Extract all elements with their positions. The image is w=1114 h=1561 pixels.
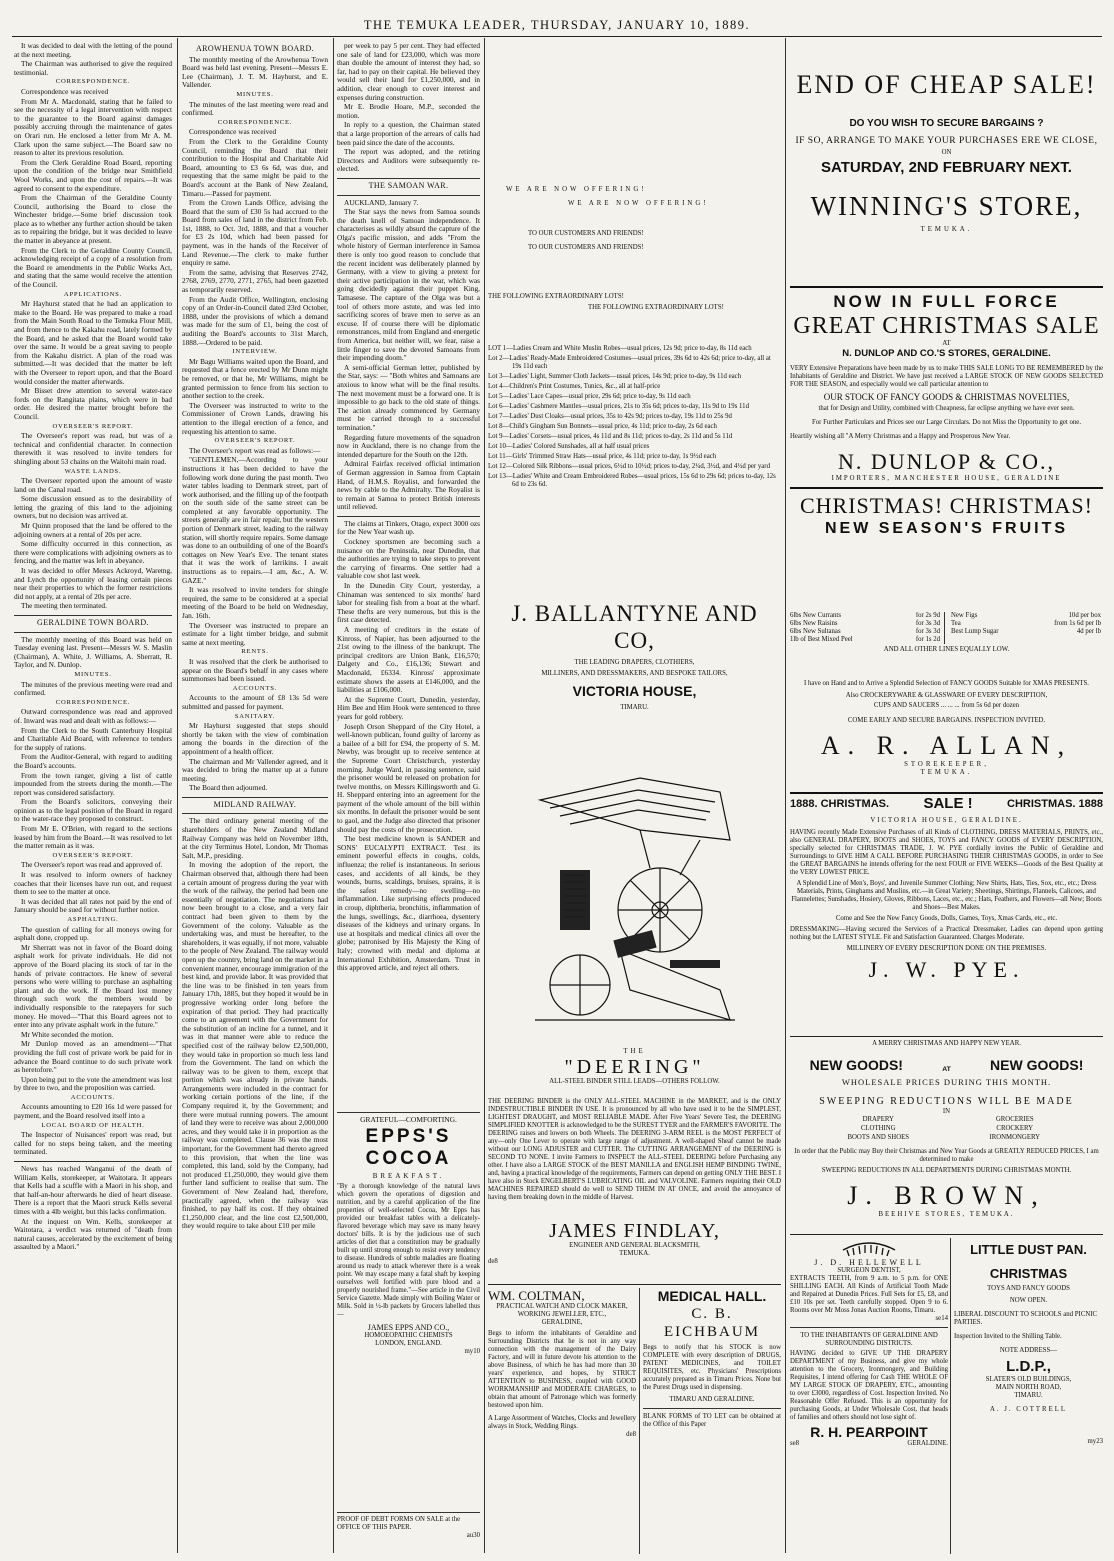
offer-line-1: WE ARE NOW OFFERING! xyxy=(506,186,647,193)
bargains-line: DO YOU WISH TO SECURE BARGAINS ? xyxy=(849,118,1044,129)
masthead-rule xyxy=(12,36,1102,37)
xmas-1888-right: CHRISTMAS. 1888 xyxy=(1007,798,1103,810)
paragraph: The meeting then terminated. xyxy=(21,601,107,611)
epps-city: LONDON, ENGLAND. xyxy=(375,1340,442,1347)
paragraph: per week to pay 5 per cent. They had effected one sale of land for £23,000, which was more than double the amount of interest they had, so far, had to pay on their capital. He believed they would sell their land for £1,250,000, and in addition, clear enough to cover interest and expenses during construction. xyxy=(337,42,480,102)
epps-code: my10 xyxy=(464,1348,480,1355)
victoria-timaru: TIMARU. xyxy=(620,704,649,711)
vh-geraldine: VICTORIA HOUSE, GERALDINE. xyxy=(870,817,1023,824)
epps-maker2: HOMOEOPATHIC CHEMISTS xyxy=(364,1332,453,1339)
pye-advert xyxy=(790,797,1103,1035)
deering-engraving xyxy=(488,760,781,1048)
new-goods-banner xyxy=(790,1056,1103,1074)
lot-item: Lot 2—Ladies' Ready-Made Embroidered Costumes—usual prices, 39s 6d to 42s 6d; price to-day, all at 19s 11d each xyxy=(488,355,771,370)
column-rule xyxy=(337,195,480,196)
paragraph: It was decided to offer Messrs Ackroyd, Waretng, and Lynch the opportunity of leasing certain pieces near their properties to which the former restrictions did not apply, at a rental of 20s per acre. xyxy=(14,566,172,601)
column-rule xyxy=(14,1161,172,1162)
section-subheading: OVERSEER'S REPORT. xyxy=(52,422,134,430)
in-word: IN xyxy=(942,1108,951,1115)
lots-heading-1: THE FOLLOWING EXTRAORDINARY LOTS! xyxy=(488,293,624,300)
dust-pan-discount: LIBERAL DISCOUNT TO SCHOOLS and PICNIC PARTIES. xyxy=(954,1311,1098,1326)
teeth-icon xyxy=(839,1238,899,1258)
lots-heading xyxy=(488,293,781,331)
paragraph: News has reached Wanganui of the death of William Kells, storekeeper, at Waitotara. It appears that Kells had a scuffle with a Maori in his shop, and that half-an-hour afterwards he died of heart disease. There is a report that the Maori struck Kells several times with a 4lb weight, but this lacks confirmation. xyxy=(14,1164,172,1216)
dentist-body: EXTRACTS TEETH, from 9 a.m. to 5 p.m. for ONE SHILLING EACH. All Kinds of Artificial Tooth Made and Repaired at Dunedin Prices. Full Sets for £5, £8, and £10 10s per set. Teeth carefully stopped. Open 9 to 6. Rooms over Mr Moss Jonas Auction Rooms, Timaru. xyxy=(790,1275,948,1314)
paragraph: The monthly meeting of this Board was held on Tuesday evening last. Present—Messrs W. S. Maslin (Chairman), A. White, J. Williams, A. Sherratt, R. Taylor, and N. Dunlop. xyxy=(14,634,172,670)
dust-pan-inspect: Inspection Invited to the Shilling Table. xyxy=(954,1333,1062,1340)
dentist-title: SURGEON DENTIST, xyxy=(837,1267,901,1274)
column-rule xyxy=(14,615,172,616)
paragraph: Mr Sherratt was not in favor of the Board doing asphalt work for private individuals. He did not approve of the Board placing its stock of tar in the hands of private contractors. He knew of several persons who were willing to purchase an asphalting plant and do the work. If the Board lost money through such work the members would be individually responsible to the ratepayers for such money. He moved—"That this Board agrees not to enter into any private asphalt work in the future." xyxy=(14,942,172,1030)
pearpoint-body: HAVING decided to GIVE UP THE DRAPERY DEPARTMENT of my Business, and give my whole attention to the Grocery, Ironmongery, and Building Requisites, I intend offering for Cash THE WHOLE OF MY LARGE STOCK OF DRAPERY, ETC., amounting to over £3000, regardless of Cost. Inspection Invited. No Reasonable Offer Refused. This is an opportunity for purchasing Goods, at Under Wholesale Cost, that heads of families and others should not lose sight of. xyxy=(790,1350,948,1421)
advert-rule xyxy=(790,1327,948,1328)
paragraph: From Mr A. Macdonald, stating that he failed to see the necessity of a legal intervention with respect to the guarantee to the Board against damages possibly accruing through the maintenance of gates on Orari run. He enclosed a letter from Mr A. M. Clark upon the same subject.—The Board saw no reason to alter its previous resolution. xyxy=(14,96,172,158)
dust-pan-open: NOW OPEN. xyxy=(1009,1297,1048,1304)
merry-line: A MERRY CHRISTMAS AND HAPPY NEW YEAR. xyxy=(872,1040,1021,1047)
paragraph: From the Clerk to the South Canterbury Hospital and Charitable Aid Board, with reference to tenders for the supply of rations. xyxy=(14,725,172,752)
epps-sub: BREAKFAST. xyxy=(372,1172,445,1180)
paragraph: From the Board's solicitors, conveying their opinion as to the legal position of the Board in regard to the water-race they proposed to construct. xyxy=(14,797,172,824)
advert-rule xyxy=(790,487,1103,489)
department-label: GROCERIES xyxy=(995,1116,1034,1123)
price-item: 6lbs New Currants xyxy=(790,612,841,619)
ballantyne-name: J. BALLANTYNE AND CO, xyxy=(511,601,758,653)
section-subheading: CORRESPONDENCE. xyxy=(55,698,131,706)
dust-pan-town: TIMARU. xyxy=(1014,1392,1043,1399)
paragraph: In moving the adoption of the report, the Chairman observed that, although there had been a certain amount of progress during the year with the work of the railway, the period had been one essentially of negotiation. The negotiations had now been brought to a close, and a very fair contract had been given to them by the Government of the colony. Valuable as the undertaking was, and must be hereafter, to the shareholders, it was equally, if not more, valuable to the people of New Zealand. The railway would open up the country, bring land on the market in a convenient manner, encourage immigration of the best kind, and provide labor. It was provided that the line was to be finished in ten years from January 17th, 1885, but they hoped it would be in progressive working order long before the expiration of that period. They had practically come to an agreement with the Government for the substitution of an incline for a tunnel, and it was in that manner were able to reduce the specified cost of the railway below £2,500,000, they would take in proportion so much less land from the Government. The land on which the railway was to be given to them, except that portion which was already in private hands. Arrangements were included in the contract for working certain portions of the line, if the Company required it, by the Government; and there were mutual running powers. The amount of land they were to receive was about 2,000,000 acres, and they would take it in proportion as the railway was completed. Clause 36 was the most important, for the Government had thereto agreed to this provision, that when the line was completed, this land, sold by the Company, had not produced £1,250,000, they would give them further land sufficient to realise that sum. The Government of New Zealand had, therefore, practically agreed, when the railway was finished, to pay half its cost. If they obtained £1,250,000 clear, and the line cost £2,500,000, they would require to take about £10 per mile xyxy=(182,860,328,1231)
price-item: Best Lump Sugar xyxy=(951,628,999,635)
paragraph: Correspondence was received xyxy=(21,86,109,96)
section-subheading: WASTE LANDS. xyxy=(64,467,122,475)
xmas-1888-sale: SALE ! xyxy=(923,797,973,812)
column-rule xyxy=(182,813,328,814)
now-in-full-force: NOW IN FULL FORCE xyxy=(833,292,1060,311)
medical-towns: TIMARU AND GERALDINE. xyxy=(669,1396,755,1403)
paragraph: From the Audit Office, Wellington, enclosing copy of an Order-in-Council dated 23rd October, 1888, under the provisions of which a demand was made for the sum of £1, being the cost of auditing the Board's accounts to 31st March, 1888.—Ordered to be paid. xyxy=(182,294,328,347)
lot-item: LOT 1—Ladies Cream and White Muslin Robes—usual prices, 12s 9d; price to-day, 8s 11d each xyxy=(488,345,752,352)
news-column-2 xyxy=(182,42,328,1554)
sweeping-line: SWEEPING REDUCTIONS WILL BE MADE xyxy=(819,1096,1074,1107)
article-heading: AROWHENUA TOWN BOARD. xyxy=(195,44,315,53)
advert-divider xyxy=(950,1238,951,1554)
price-row xyxy=(951,612,1101,620)
paragraph: The question of calling for all moneys owing for asphalt done, cropped up. xyxy=(14,924,172,943)
paragraph: Mr E. Brodie Hoare, M.P., seconded the motion. xyxy=(337,102,480,120)
pye-millinery: MILLINERY OF EVERY DESCRIPTION DONE ON THE PREMISES. xyxy=(846,945,1047,952)
coltman-body: Begs to inform the inhabitants of Geraldine and Surrounding Districts that he is not in any way connection with the management of the Dairy Factory, and will in future devote his attention to the above Business, of which he has had more than 30 years' experience, and hopes, by STRICT ATTENTION to BUSINESS, coupled with GOOD WORKMANSHIP and MODERATE CHARGES, to obtain that amount of Patronage which was formerly bestowed upon him. xyxy=(488,1330,636,1409)
victoria-house: VICTORIA HOUSE, xyxy=(572,683,697,699)
brown-name: J. BROWN, xyxy=(847,1181,1046,1210)
ballantyne-advert xyxy=(488,600,781,680)
price-value: for 3s 3d xyxy=(915,628,940,635)
column-rule xyxy=(177,38,178,1553)
medical-name: C. B. EICHBAUM xyxy=(663,1306,760,1340)
new-goods-left: NEW GOODS! xyxy=(809,1057,903,1073)
column-rule xyxy=(14,632,172,633)
news-column-1 xyxy=(14,42,172,1554)
section-subheading: INTERVIEW. xyxy=(232,348,278,356)
paragraph: Admiral Fairfax received official intimation of German aggression in Samoa from Captain Hand, of H.M.S. Royalist, and forwarded the news by cable to the Admiralty. The Royalist is to remain at Samoa to protect British interests until relieved. xyxy=(337,459,480,512)
section-subheading: LOCAL BOARD OF HEALTH. xyxy=(41,1121,145,1129)
lot-item: Lot 4—Children's Print Costumes, Tunics, &c., all at half-price xyxy=(488,383,661,390)
paragraph: The chairman and Mr Vallender agreed, and it was decided to bring the matter up at a future meeting. xyxy=(182,756,328,783)
findlay-sub: ENGINEER AND GENERAL BLACKSMITH, xyxy=(569,1242,700,1249)
section-subheading: MINUTES. xyxy=(236,90,274,98)
price-item: 6lbs New Raisins xyxy=(790,620,838,627)
saturday-line: SATURDAY, 2ND FEBRUARY NEXT. xyxy=(821,159,1072,176)
brown-sub: BEEHIVE STORES, TEMUKA. xyxy=(878,1211,1015,1218)
article-heading: THE SAMOAN WAR. xyxy=(368,180,449,190)
price-value: for 2s 9d xyxy=(915,612,940,619)
paragraph: Mr Dunlop moved as an amendment—"That providing the full cost of private work be paid for in advance the Board continue to do such private work as heretofore." xyxy=(14,1039,172,1075)
paragraph: The minutes of the previous meeting were read and confirmed. xyxy=(14,679,172,698)
paragraph: From the same, advising that Reserves 2742, 2768, 2769, 2770, 2771, 2765, had been gazetted as temporarily reserved. xyxy=(182,267,328,295)
dunlop-importers: IMPORTERS, MANCHESTER HOUSE, GERALDINE xyxy=(831,475,1062,482)
advert-rule xyxy=(790,1234,1103,1235)
coltman-sub2: WORKING JEWELLER, ETC., xyxy=(517,1311,607,1318)
paragraph: In the Dunedin City Court, yesterday, a Chinaman was sentenced to six months' hard labor for stealing fish from a boat at the wharf. These thefts are very numerous, but this is the first case detected. xyxy=(337,581,480,625)
paragraph: The Overseer reported upon the amount of waste land on the Canal road. xyxy=(14,476,172,494)
pye-name: J. W. PYE. xyxy=(868,957,1025,982)
pearpoint-town: GERALDINE. xyxy=(907,1440,948,1447)
fruit-list-right xyxy=(951,612,1101,644)
come-early: COME EARLY AND SECURE BARGAINS. INSPECTION INVITED. xyxy=(847,717,1046,724)
dust-pan-title: LITTLE DUST PAN. xyxy=(970,1242,1087,1257)
paragraph: The third ordinary general meeting of the shareholders of the New Zealand Midland Railway Company was held on November 18th, at the city Terminus Hotel, London, Mr Thomas Salt, M.P., presiding. xyxy=(182,816,328,860)
section-subheading: OVERSEER'S REPORT. xyxy=(214,437,296,445)
paragraph: The Overseer's report was read and approved of. xyxy=(21,860,163,870)
lot-item: Lot 8—Child's Gingham Sun Bonnets—usual price, 4s 11d; price to-day, 2s 6d each xyxy=(488,423,717,430)
lot-item: Lot 12—Colored Silk Ribbons—usual prices, 6½d to 10½d; prices to-day, 2¼d, 3½d, and 4½d per yard xyxy=(488,463,770,470)
winning-name: WINNING'S STORE, xyxy=(810,191,1083,221)
price-row xyxy=(790,620,940,628)
paragraph: "GENTLEMEN,—According to your instructions it has been decided to have the following work done during the past month. Two water tables leading to Denmark street, part of work authorised, and the filling up of the footpath on the south side of the same street can be completed at any favorable opportunity. The streets generally are in fair repair, but the western portion of Denmark street, leading to the railway station, will shortly require repairs. Some damage was done to an outbuilding of one of the Board's cottages on New Year's Eve. The tenant states that it was the work of larrikins. I await instructions as to repairs.—I am, &c., A. W. GAZE." xyxy=(182,455,328,585)
dunlop-advert xyxy=(790,292,1103,612)
epps-title: EPPS'S COCOA xyxy=(365,1126,452,1169)
epps-body: "By a thorough knowledge of the natural laws which govern the operations of digestion and nutrition, and by a careful application of the fine properties of well-selected Cocoa, Mr Epps has provided our breakfast tables with a delicately-flavored beverage which may save us many heavy doctors' bills. It is by the judicious use of such articles of diet that a constitution may be gradually built up until strong enough to resist every tendency to disease. Hundreds of subtle maladies are floating around us ready to attack wherever there is a weak point. We may escape many a fatal shaft by keeping ourselves well fortified with pure blood and a properly nourished frame."—See article in the Civil Service Gazette. Made simply with Boiling Water or Milk. Sold in ½-lb packets by Grocers labelled thus— xyxy=(337,1183,480,1318)
paragraph: From the Crown Lands Office, advising the Board that the sum of £30 5s had accrued to the Board from sales of land in the district from Feb. 1st, 1888, to Oct. 3rd, 1888, and that a voucher for £3 2s 10d, which had been passed for payment, was in the hands of the Receiver of Land Revenue.—The clerk to make further enquiry re same. xyxy=(182,198,328,268)
coltman-name: WM. COLTMAN, xyxy=(488,1288,585,1303)
brown-advert xyxy=(790,1040,1103,1230)
lot-item: Lot 3—Ladies' Light, Summer Cloth Jackets—usual prices, 14s 9d; price to-day, 9s 11d each xyxy=(488,373,742,380)
paragraph: Accounts to the amount of £8 13s 5d were submitted and passed for payment. xyxy=(182,693,328,711)
section-subheading: OVERSEER'S REPORT. xyxy=(52,851,134,859)
epps-cocoa-advert xyxy=(337,1112,480,1507)
section-subheading: MINUTES. xyxy=(74,670,112,678)
paragraph: It was decided to deal with the letting of the pound at the next meeting. xyxy=(14,42,172,59)
pye-body3: Come and See the New Fancy Goods, Dolls, Games, Toys, Xmas Cards, etc., etc. xyxy=(835,915,1058,922)
dust-pan-toys: TOYS AND FANCY GOODS xyxy=(987,1285,1070,1292)
department-label: DRAPERY xyxy=(862,1116,894,1123)
end-sale-title: END OF CHEAP SALE! xyxy=(796,70,1097,99)
advert-rule xyxy=(790,286,1103,288)
paragraph: The Overseer's report was read, but was of a technical and confidential character. In connection therewith it was resolved to invite tenders for shingling about 53 chains on the Waitohi main road. xyxy=(14,431,172,466)
pye-body2: A Splendid Line of Men's, Boys', and Juvenile Summer Clothing; New Shirts, Hats, Ties, Sox, etc., etc.; Dress Materials, Prints, Ginghams and Muslins, etc.—in Great Variety; Sheetings, Shirtings, Flannels, Calicoes, and Flannelettes; Sunshades, Hosiery, Gloves, Ribbons, Laces, etc., etc.; Hats, Feathers, and Flowers—all New; Boots and Shoes—Best Makes. xyxy=(791,880,1102,911)
harvester-icon xyxy=(520,760,750,1040)
paragraph: The Overseer was instructed to prepare an estimate for a light timber bridge, and submit same at next meeting. xyxy=(182,620,328,647)
winning-store-advert xyxy=(790,70,1103,270)
crockery-line: Also CROCKERYWARE & GLASSWARE OF EVERY DESCRIPTION, xyxy=(845,692,1048,699)
ballantyne-sub2: MILLINERS, AND DRESSMAKERS, AND BESPOKE TAILORS, xyxy=(541,670,728,677)
price-row xyxy=(790,612,940,620)
masthead: THE TEMUKA LEADER, THURSDAY, JANUARY 10, 1889. xyxy=(363,18,751,32)
paragraph: Regarding future movements of the squadron now in Auckland, there is no change from the intended departure for the South on the 12th. xyxy=(337,432,480,459)
lot-item: Lot 9—Ladies' Corsets—usual prices, 4s 11d and 8s 11d; prices to-day, 2s 11d and 5s 11d xyxy=(488,433,733,440)
price-item: 1lb of Best Mixed Peel xyxy=(790,636,853,643)
dunlop-stores: N. DUNLOP AND CO.'S STORES, GERALDINE. xyxy=(842,348,1051,359)
allan-sub: STOREKEEPER, xyxy=(904,761,989,768)
paragraph: Correspondence was received xyxy=(189,127,277,137)
medical-title: MEDICAL HALL. xyxy=(657,1288,767,1304)
paragraph: Mr Quinn proposed that the land be offered to the adjoining owners at a rental of 20s per acre. xyxy=(14,521,172,539)
offer-line-2: WE ARE NOW OFFERING! xyxy=(568,200,709,207)
allan-advert xyxy=(790,680,1103,790)
dust-pan-code: my23 xyxy=(1087,1438,1103,1445)
lot-item: Lot 5—Ladies' Lace Capes—usual price, 29s 6d; price to-day, 9s 11d each xyxy=(488,393,691,400)
paragraph: The Board then adjourned. xyxy=(189,783,268,793)
section-subheading: SANITARY. xyxy=(234,712,276,720)
friends-line-1: TO OUR CUSTOMERS AND FRIENDS! xyxy=(528,230,644,237)
paragraph: It was resolved that the clerk be authorised to appear on the Board's behalf in any cases where summonses had been issued. xyxy=(182,656,328,684)
dust-pan-addr2: MAIN NORTH ROAD, xyxy=(995,1384,1062,1391)
paragraph: Mr Bagu Williams waited upon the Board, and requested that a fence erected by Mr Dunn might be removed, or that he, Mr Williams, might be granted permission to fence from his section to another section to the creek. xyxy=(182,356,328,401)
paragraph: Mr White seconded the motion. xyxy=(21,1029,114,1039)
paragraph: AUCKLAND, January 7. xyxy=(344,197,419,207)
pearpoint-code: se8 xyxy=(790,1440,800,1447)
allan-name: A. R. ALLAN, xyxy=(820,731,1073,760)
lot-item: Lot 10—Ladies' Colored Sunshades, all at half usual prices xyxy=(488,443,650,450)
deering-name: "DEERING" xyxy=(564,1056,705,1078)
proof-text: PROOF OF DEBT FORMS ON SALE at the OFFICE OF THIS PAPER. xyxy=(337,1516,461,1531)
dunlop-body: VERY Extensive Preparations have been made by us to make THIS SALE LONG TO BE REMEMBERED by the Inhabitants of Geraldine and District. We have just received a LARGE STOCK OF NEW GOODS SELECTED FOR THE SEASON, and especially would we call particular attention to xyxy=(790,365,1103,388)
article-heading: MIDLAND RAILWAY. xyxy=(213,799,297,809)
paragraph: The Overseer's report was read as follows:— xyxy=(189,445,321,455)
paragraph: Joseph Orson Sheppard of the City Hotel, a well-known publican, found guilty of larceny as a bailee of a bill for £94, the property of S. M. Newby, was brought up to receive sentence at the Supreme Court Christchurch, yesterday morning. Judge Ward, in passing sentence, said the prisoner would be released on probation for twelve months, on Messrs Killingsworth and G. H. Sheppard entering into an agreement for the payment of the whole amount of the bill within six months. In default the prisoner would be sent to gaol, and the Judge also directed that prisoner should pay the costs of the prosecution. xyxy=(337,721,480,834)
hand-arrive: I have on Hand and to Arrive a Splendid Selection of FANCY GOODS Suitable for XMAS PRESENTS. xyxy=(804,680,1089,687)
lot-item: Lot 13—Ladies' White and Cream Embroidered Robes—usual prices, 15s 6d to 29s 6d; prices to-day, 12s 6d to 23s 6d. xyxy=(488,473,776,488)
dust-pan-note: NOTE ADDRESS— xyxy=(999,1347,1058,1354)
dust-pan-christmas: CHRISTMAS xyxy=(989,1266,1068,1281)
little-dust-pan-advert xyxy=(954,1242,1103,1554)
paragraph: From the Clerk to the Geraldine County Council, acknowledging receipt of a copy of a resolution from the Board re amendments in the Public Works Act, and stating that the same would receive the attention of the Council. xyxy=(14,245,172,290)
victoria-house-block xyxy=(488,683,781,723)
paragraph: It was resolved to inform owners of hackney coaches that their licenses have run out, and request them to see to the matter at once. xyxy=(14,870,172,897)
new-season-fruits: NEW SEASON'S FRUITS xyxy=(824,520,1069,537)
price-value: from 1s 6d per lb xyxy=(1054,620,1101,627)
paragraph: The Star says the news from Samoa sounds the death knell of Samoan independence. It characterises as wildly absurd the capture of the Olga's pacific mission, and adds "From the whole history of German interference in Samoa there is only too good reason to conclude that the recent incident was deliberately planned by Germany, with a view to giving a pretext for their active participation in the war, which was going decidedly against their puppet King, Tamasese. The capture of the Olga was but a tool of others more astute, and was led into sacrificing scores of brave men to serve as an excuse. If of course there will be diplomatic remonstrances, mild from England and energetic from America, but neither will, we fear, raise a little finger to save the devoted Samoans from their impending doom." xyxy=(337,207,480,363)
coltman-advert xyxy=(488,1288,636,1554)
christmas-christmas: CHRISTMAS! CHRISTMAS! xyxy=(800,493,1093,518)
section-subheading: ASPHALTING. xyxy=(67,916,119,923)
paragraph: Accounts amounting to £20 16s 1d were passed for payment, and the Board resolved itself into a xyxy=(14,1102,172,1121)
column-rule xyxy=(785,38,786,1553)
paragraph: From the town ranger, giving a list of cattle impounded from the streets during the month.—The report was considered satisfactory. xyxy=(14,770,172,797)
paragraph: Mr Hayhurst suggested that steps should shortly be taken with the view of combination among the boards in the direction of the appointment of a health officer. xyxy=(182,721,328,756)
findlay-town: TEMUKA. xyxy=(619,1250,650,1257)
department-label: IRONMONGERY xyxy=(989,1134,1041,1141)
paragraph: From Mr E. O'Brien, with regard to the sections leased by him from the Board.—It was resolved to let the matter remain as it was. xyxy=(14,824,172,851)
dentist-code: se14 xyxy=(935,1315,948,1322)
advert-rule xyxy=(643,1408,781,1409)
paragraph: It was decided that all rates not paid by the end of January should be sued for without further notice. xyxy=(14,896,172,915)
lot-item: Lot 6—Ladies' Cashmere Mantles—usual prices, 21s to 35s 6d; prices to-day, 11s 9d to 19s 11d xyxy=(488,403,749,410)
dunlop-co: N. DUNLOP & CO., xyxy=(838,449,1055,474)
column-rule xyxy=(337,516,480,517)
medical-body: Begs to notify that his STOCK is now COMPLETE with every description of DRUGS, PATENT MEDICINES, and TOILET REQUISITES, etc. Physicians' Prescriptions accurately prepared as in Timaru Prices. None but the Purest Drugs used in dispensing. xyxy=(643,1344,781,1391)
price-row xyxy=(790,636,940,644)
price-value: 4d per lb xyxy=(1076,628,1101,635)
winning-town: TEMUKA. xyxy=(920,226,973,233)
proof-code: au30 xyxy=(466,1532,480,1539)
cups-line: CUPS AND SAUCERS ... ... ... from 5s 6d per dozen xyxy=(873,702,1020,709)
paragraph: Outward correspondence was read and approved of. Inward was read and dealt with as follows:— xyxy=(14,707,172,725)
column-rule xyxy=(337,178,480,179)
paragraph: Mr Bisset drew attention to several water-race fords on the Rangitata plains, which were in bad order. He desired the matter brought before the Council. xyxy=(14,386,172,421)
price-item: Tea xyxy=(951,620,961,627)
brown-body: In order that the Public may Buy their Christmas and New Year Goods at GREATLY REDUCED PRICES, I am determined to make xyxy=(794,1148,1099,1163)
new-goods-at: AT xyxy=(942,1066,951,1073)
coltman-code: de8 xyxy=(626,1431,636,1438)
paragraph: The monthly meeting of the Arowhenua Town Board was held last evening. Present—Messrs E. Lee (Chairman), J. T. M. Hayhurst, and E. Vallender. xyxy=(182,54,328,90)
lots-heading-2: THE FOLLOWING EXTRAORDINARY LOTS! xyxy=(588,304,724,311)
paragraph: At the Supreme Court, Dunedin, yesterday, Him Bee and Him Hook were sentenced to three years for gold robbery. xyxy=(337,694,480,721)
new-goods-right: NEW GOODS! xyxy=(990,1057,1084,1073)
pearpoint-head: TO THE INHABITANTS OF GERALDINE AND SURROUNDING DISTRICTS. xyxy=(800,1332,938,1347)
pearpoint-name: R. H. PEARPOINT xyxy=(810,1424,928,1440)
price-row xyxy=(790,628,940,636)
dust-pan-addr: SLATER'S OLD BUILDINGS, xyxy=(985,1376,1072,1383)
fruit-list-left xyxy=(790,612,945,644)
news-column-3 xyxy=(337,42,480,1107)
dentist-name: J. D. HELLEWELL xyxy=(814,1258,924,1267)
friends-line-2: TO OUR CUSTOMERS AND FRIENDS! xyxy=(528,244,644,251)
price-row xyxy=(951,628,1101,636)
department-label: CROCKERY xyxy=(996,1125,1034,1132)
deering-body: THE DEERING BINDER is the ONLY ALL-STEEL MACHINE in the MARKET, and is the ONLY INDESTRUCTIBLE BINDER IN USE. It is pronounced by all who have used it to be the SIMPLEST, LIGHTEST DRAUGHT, and MOST RELIABLE MADE. After Five Years' Severe Test, the DEERING SIMPLIFIED KNOTTER is acknowledged to be the SUREST TYER and the FARMER'S FAVORITE. The DEERING raises and lowers on both Wheels. The DEERING 3-ARM REEL is the MOST PERFECT of any—only One Lever to operate with large range of adjustment. A well-shaped Sheaf cannot be made without our LONG ADJUSTER and CUTTER. The CUTTING ARRANGEMENT of the DEERING is SECOND TO NONE. I invite Farmers to INSPECT the ALL-STEEL DEERING before Purchasing any other. I have also a LARGE STOCK of the BEST MANILLA and ENGLISH HEMP BINDING TWINE, and, having a practical knowledge of the requirements, Farmers can depend on getting ONLY THE BEST. I have also in Stock ENGELBERT'S LUBRICATING OIL and VALVOLINE. Farmers requiring their OLD MACHINES REPAIRED should do well to SEND THEM IN AT ONCE, and avoid the annoyance of having them breaking down in the middle of Harvest. xyxy=(488,1098,781,1201)
dunlop-body2: that for Design and Utility, combined with Cheapness, far eclipse anything we have ever seen. xyxy=(818,405,1075,412)
pye-body4: DRESSMAKING—Having secured the Services of a Practical Dressmaker, Ladies can depend upon getting nothing but the LATEST STYLE. Fit and Satisfaction Guaranteed. Charges Moderate. xyxy=(790,926,1103,941)
section-subheading: CORRESPONDENCE. xyxy=(217,118,293,126)
coltman-sub: PRACTICAL WATCH AND CLOCK MAKER, xyxy=(496,1303,628,1310)
departments-list xyxy=(790,1116,1103,1142)
advert-rule xyxy=(488,1284,781,1285)
advert-rule xyxy=(790,792,1103,794)
section-subheading: CORRESPONDENCE. xyxy=(55,78,131,86)
advert-divider xyxy=(639,1288,640,1554)
fancy-goods: OUR STOCK OF FANCY GOODS & CHRISTMAS NOVELTIES, xyxy=(823,392,1070,402)
paragraph: The Inspector of Nuisances' report was read, but called for no steps being taken, and the meeting terminated. xyxy=(14,1130,172,1157)
column-rule xyxy=(484,38,485,1553)
advert-rule xyxy=(790,1036,1103,1037)
paragraph: It was resolved to invite tenders for shingle required, the same to be considered at a special meeting of the Board to be held on Wednesday, Jan. 16th. xyxy=(182,585,328,620)
lot-item: Lot 7—Ladies' Dust Cloaks—usual prices, 35s to 42s 9d; prices to-day, 19s 11d to 25s 9d xyxy=(488,413,732,420)
column-rule xyxy=(182,797,328,798)
paragraph: A meeting of creditors in the estate of Kinross, of Napier, has been adjourned to the 21st owing to the illness of the bankrupt. The principal creditors are Union Bank, £16,570; Dalgety and Co., £16,136; Stewart and Macdonald, £6334. Kinross' approximate estimate shows the assets at £146,000, and the liabilities at £106,000. xyxy=(337,625,480,695)
section-subheading: APPLICATIONS. xyxy=(63,290,123,298)
sweeping-2: SWEEPING REDUCTIONS IN ALL DEPARTMENTS DURING CHRISTMAS MONTH. xyxy=(821,1167,1072,1174)
xmas-1888-left: 1888. CHRISTMAS. xyxy=(790,798,890,810)
paragraph: The claims at Tinkers, Otago, expect 3000 ozs for the New Year wash up. xyxy=(337,518,480,537)
paragraph: Upon being put to the vote the amendment was lost by three to two, and the proposition was carried. xyxy=(14,1074,172,1093)
dentist-and-pearpoint xyxy=(790,1238,948,1554)
deering-the: THE xyxy=(623,1048,646,1055)
paragraph: From the Auditor-General, with regard to auditing the Board's accounts. xyxy=(14,752,172,770)
blank-forms: BLANK FORMS of TO LET can be obtained at the Office of this Paper xyxy=(643,1413,781,1428)
findlay-code: de8 xyxy=(488,1258,498,1265)
paragraph: Cockney sportsmen are becoming such a nuisance on the Peninsula, near Dunedin, that the authorities are trying to take steps to prevent the carrying of firearms. One settler had a valuable cow shot last week. xyxy=(337,537,480,581)
fruit-price-list xyxy=(790,612,1103,680)
section-subheading: RENTS. xyxy=(241,648,269,656)
lots-list xyxy=(488,345,781,560)
paragraph: From the Chairman of the Geraldine County Council, authorising the Board to close the Winchester bridge.—Some brief discussion took place as to whether any further action should be taken as to repairing the bridge, but it was decided to leave the matter in abeyance at present. xyxy=(14,193,172,246)
coltman-foot: A Large Assortment of Watches, Clocks and Jewellery always in Stock, Wedding Rings. xyxy=(488,1415,636,1430)
greetings: Heartily wishing all "A Merry Christmas and a Happy and Prosperous New Year. xyxy=(790,433,1011,440)
proof-forms-notice xyxy=(337,1512,480,1558)
price-value: 10d per box xyxy=(1068,612,1101,619)
findlay-name: JAMES FINDLAY, xyxy=(549,1220,720,1242)
dunlop-body3: For Further Particulars and Prices see our Large Circulars. Do not Miss the Opportunity to get one. xyxy=(811,419,1082,426)
deering-sub: ALL-STEEL BINDER STILL LEADS—OTHERS FOLLOW. xyxy=(549,1078,720,1085)
price-row xyxy=(951,620,1101,628)
deering-heading xyxy=(488,1048,781,1094)
article-heading: GERALDINE TOWN BOARD. xyxy=(37,618,149,627)
section-subheading: ACCOUNTS. xyxy=(70,1093,116,1101)
price-value: for 1s 2d xyxy=(915,636,940,643)
findlay-advert xyxy=(488,1220,781,1282)
wholesale-line: WHOLESALE PRICES DURING THIS MONTH. xyxy=(841,1077,1052,1087)
price-item: New Figs xyxy=(951,612,978,619)
paragraph: In reply to a question, the Chairman stated that a large proportion of the arrears of calls had been paid since the date of the accounts. xyxy=(337,120,480,147)
paragraph: At the inquest on Wm. Kells, storekeeper at Waitotara, a verdict was returned of "death from natural causes, accelerated by the excitement of being assaulted by a Maori." xyxy=(14,1216,172,1252)
christmas-1888-banner xyxy=(790,797,1103,811)
paragraph: The Chairman was authorised to give the required testimonial. xyxy=(14,59,172,77)
epps-maker: JAMES EPPS AND CO., xyxy=(367,1323,450,1332)
at-word: AT xyxy=(942,340,951,347)
allan-town: TEMUKA. xyxy=(920,769,973,776)
other-lines: AND ALL OTHER LINES EQUALLY LOW. xyxy=(883,646,1010,653)
paragraph: Some difficulty occurred in this connection, as there were complications with adjoining owners as to fencing, and the matter was left in abeyance. xyxy=(14,539,172,566)
price-item: 6lbs New Sultanas xyxy=(790,628,841,635)
paragraph: The best medicine known is SANDER and SONS' EUCALYPTI EXTRACT. Test its eminent powerful effects in coughs, colds, influenza; the relief is instantaneous. In serious cases, and accidents of all kinds, be they wounds, burns, scaldings, bruises, sprains, it is the safest remedy—no swelling—no inflammation. Like surprising effects produced in croup, diphtheria, bronchitis, inflammation of the lungs, swellings, &c., diarrhoea, dysentery diseases of the kidneys and urinary organs. In use at hospitals and medical clinics all over the globe; patronised by His Majesty the King of Italy; crowned with medal and diploma at International Exhibition, Amsterdam. Trust in this approved article, and reject all others. xyxy=(337,834,480,973)
coltman-town: GERALDINE, xyxy=(541,1319,583,1326)
epps-kicker: GRATEFUL—COMFORTING. xyxy=(337,1112,480,1124)
paragraph: The report was adopted, and the retiring Directors and Auditors were subsequently re-elected. xyxy=(337,147,480,174)
dust-pan-lds: L.D.P., xyxy=(1006,1358,1051,1375)
price-value: for 3s 3d xyxy=(915,620,940,627)
dust-pan-owner: A. J. COTTRELL xyxy=(989,1406,1068,1413)
ballantyne-sub1: THE LEADING DRAPERS, CLOTHIERS, xyxy=(574,659,695,666)
arrange-line: IF SO, ARRANGE TO MAKE YOUR PURCHASES ERE WE CLOSE, xyxy=(795,136,1098,146)
medical-hall-advert xyxy=(643,1288,781,1554)
pye-body: HAVING recently Made Extensive Purchases of all Kinds of CLOTHING, DRESS MATERIALS, PRINTS, etc., also GENERAL DRAPERY, BOOTS and SHOES, TOYS and FANCY GOODS of EVERY DESCRIPTION, specially selected for CHRISTMAS TRADE, J. W. PYE cordially invites the Public of Geraldine and Surroundings to GIVE HIM A CALL BEFORE PURCHASING THEIR CHRISTMAS GOODS, in order to See the GREAT BARGAINS he intends offering for the next FOUR or FIVE WEEKS—Goods of the Best Quality at the VERY LOWEST PRICE. xyxy=(790,829,1103,876)
great-christmas-sale: GREAT CHRISTMAS SALE xyxy=(793,313,1100,339)
offering-headline xyxy=(488,186,781,296)
paragraph: Some discussion ensued as to the desirability of letting the grazing of this land to the adjoining owners, but no decision was arrived at. xyxy=(14,494,172,521)
column-rule xyxy=(333,38,334,1553)
department-label: CLOTHING xyxy=(860,1125,896,1132)
section-subheading: ACCOUNTS. xyxy=(232,684,278,692)
paragraph: From the Clerk to the Geraldine County Council, reminding the Board that their contribution to the Hospital and Charitable Aid Board, amounting to £3 6s 6d, was due, and requesting that the same might be paid to the Board's account at the Bank of New Zealand, Timaru.—Passed for payment. xyxy=(182,136,328,198)
paragraph: The Overseer was instructed to write to the Commissioner of Crown Lands, drawing his attention to the illegal erection of a fence, and requesting his attention to same. xyxy=(182,400,328,436)
lot-item: Lot 11—Girls' Trimmed Straw Hats—usual price, 4s 11d; price to-day, 1s 9½d each xyxy=(488,453,717,460)
department-label: BOOTS AND SHOES xyxy=(847,1134,910,1141)
paragraph: From the Clerk Geraldine Road Board, reporting upon the condition of the bridge near Smithfield Wool Works, and upon the cost of repairs.—It was agreed to consent to the expenditure. xyxy=(14,157,172,193)
paragraph: The minutes of the last meeting were read and confirmed. xyxy=(182,99,328,118)
paragraph: A semi-official German letter, published by the Star, says: — "Both whites and Samoans are anxious to know what will be the final results. The next movement must be a forward one. It is impossible to go back to the old state of things. The action already commenced by Germany must be carried through to a successful termination." xyxy=(337,362,480,432)
on-word: ON xyxy=(941,149,952,156)
paragraph: Mr Hayhurst stated that he had an application to make to the Board. He was prepared to make a road from the Main South Road to the Temuka Flour Mill, and from thence to the Kakahu road, lately formed by the Board, and he asked that the Board would take over the same. It would be a great saving to people from the Kakahu district. A plan of the road was submitted.—It was decided that the matter be left with the Overseer to report upon, and that the Board would consider the matter afterwards. xyxy=(14,299,172,386)
